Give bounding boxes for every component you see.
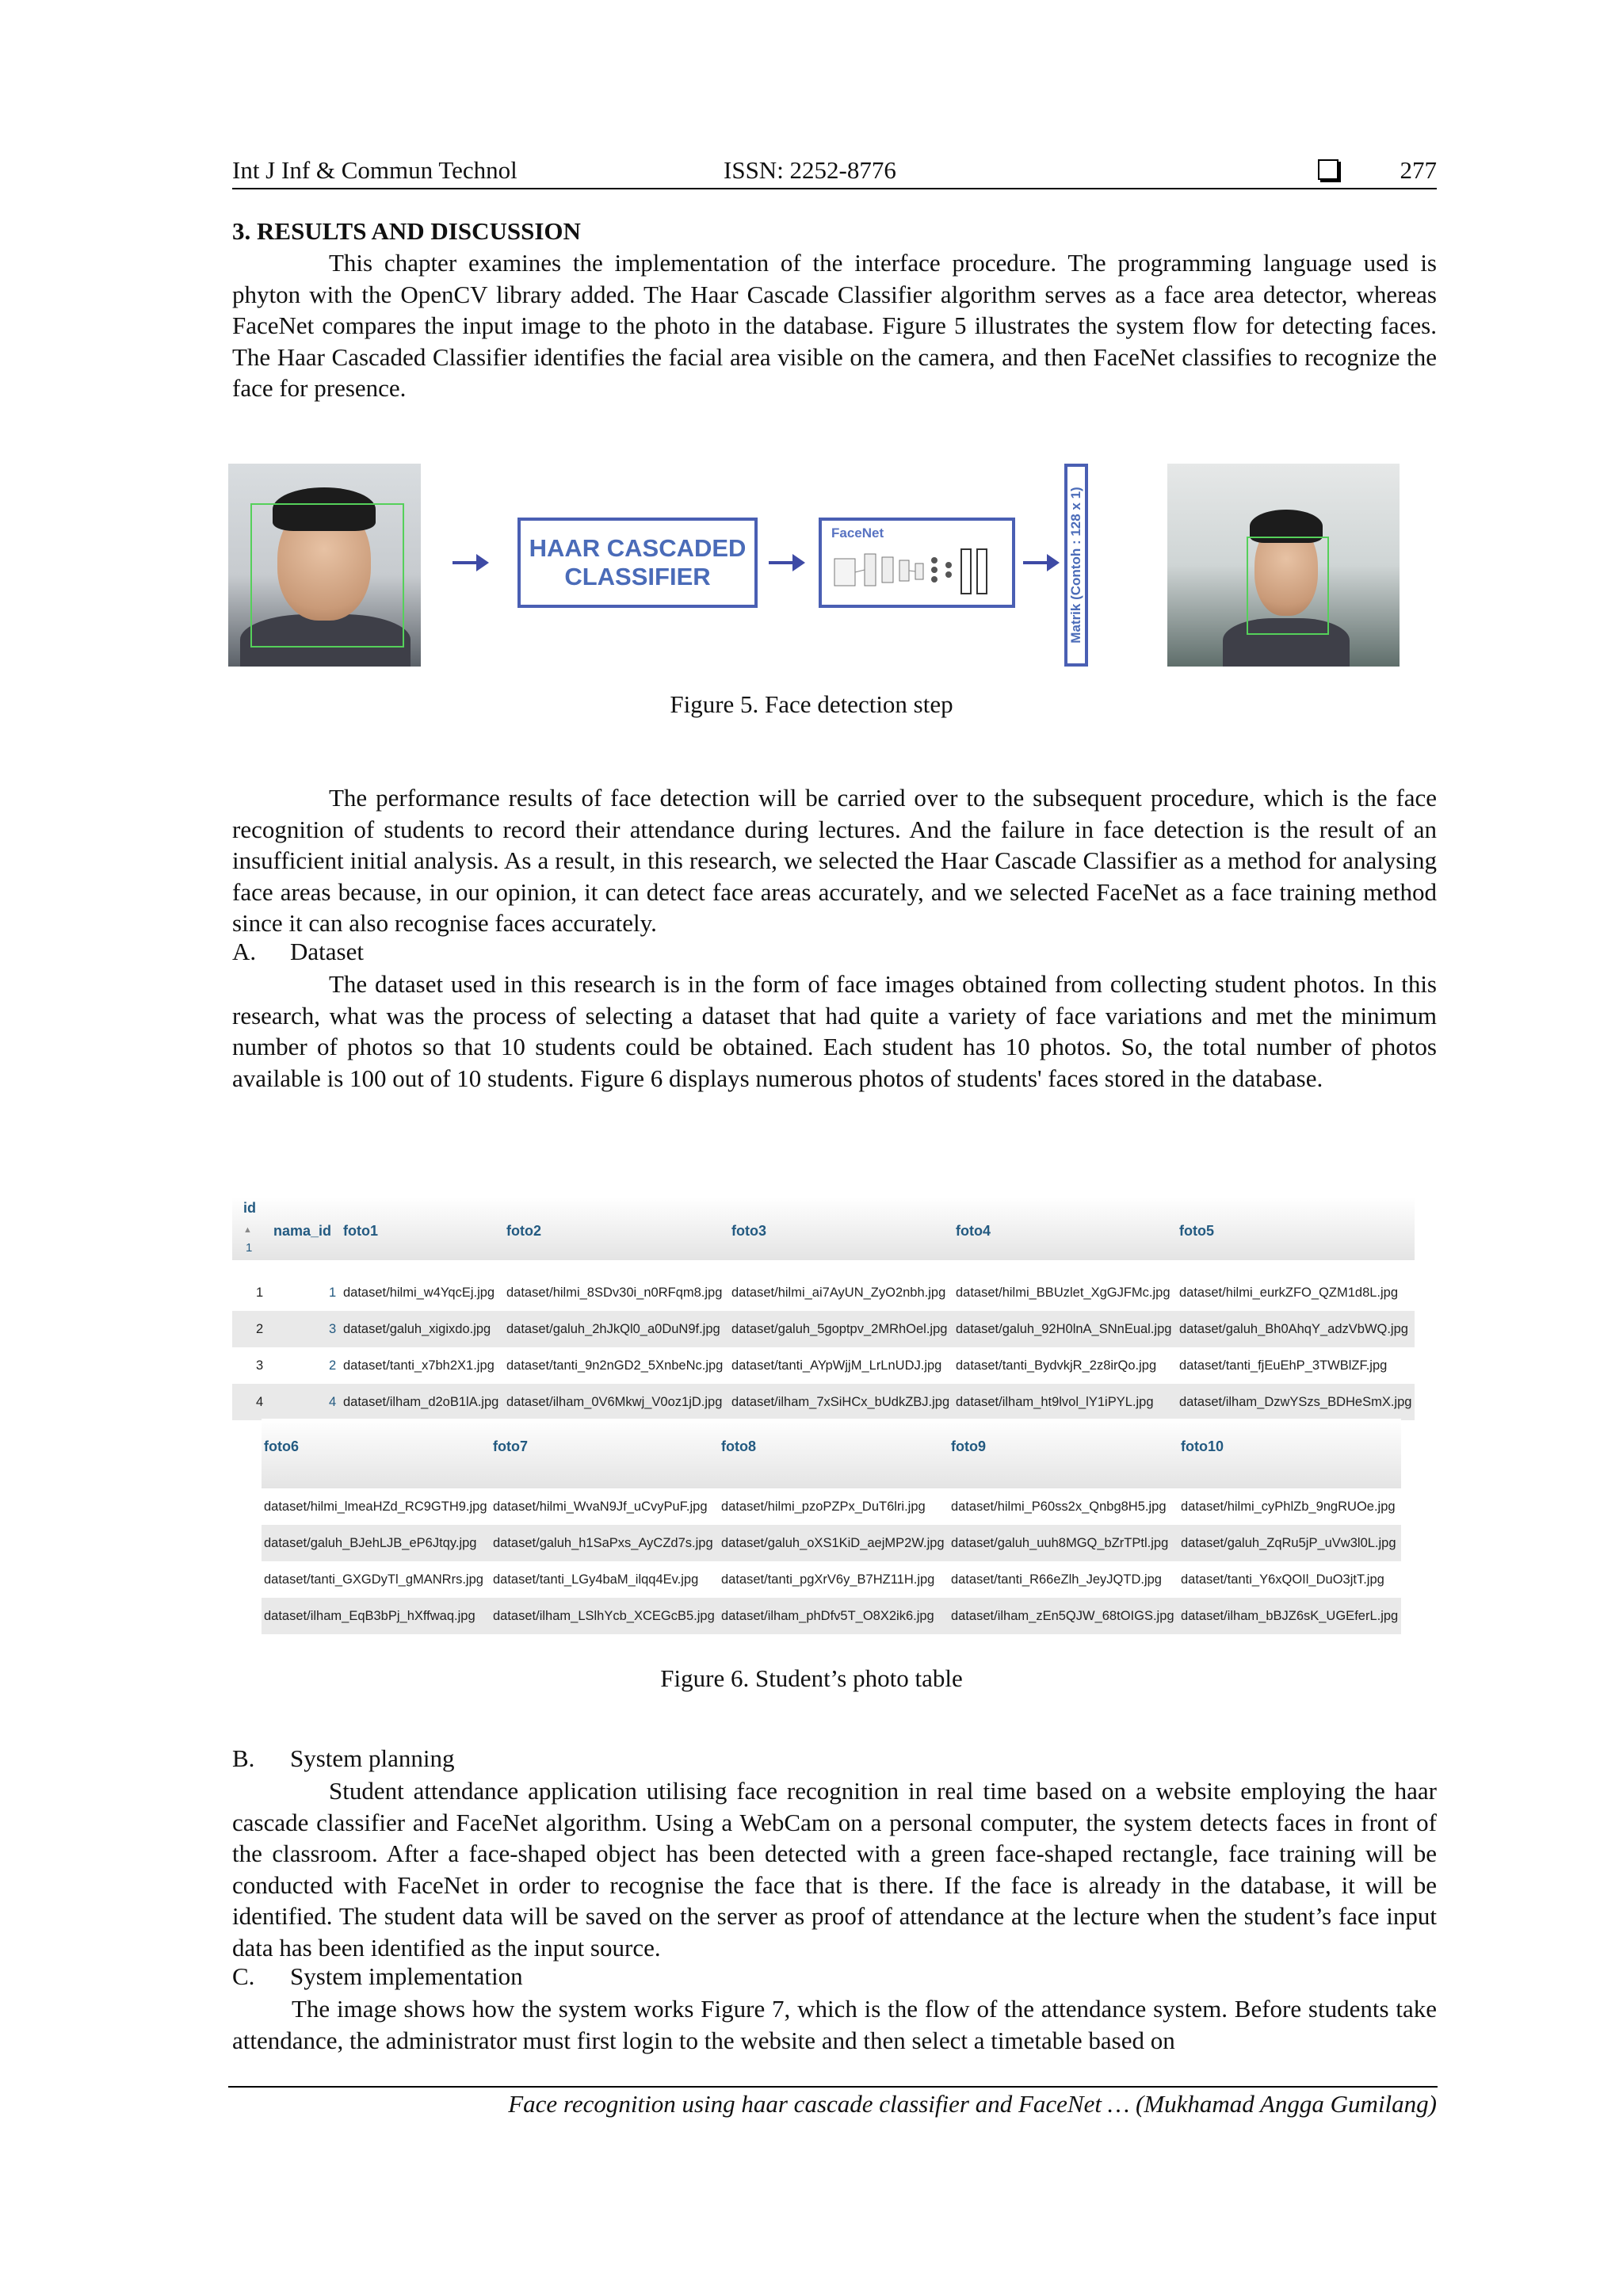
figure-5 [228,464,1401,667]
col-header-foto2[interactable]: foto2 [506,1223,541,1239]
haar-label-line2: CLASSIFIER [564,563,711,590]
cell-foto6: dataset/tanti_GXGDyTl_gMANRrs.jpg [264,1572,483,1587]
table-row [232,1384,1415,1420]
footer-rule [228,2086,1438,2088]
cell-foto3: dataset/tanti_AYpWjjM_LrLnUDJ.jpg [731,1358,942,1373]
subsection-letter: C. [232,1962,255,1990]
cell-foto10: dataset/tanti_Y6xQOIl_DuO3jtT.jpg [1181,1572,1384,1587]
issn: ISSN: 2252-8776 [724,156,896,184]
section-heading: 3. RESULTS AND DISCUSSION [232,217,581,245]
running-footer: Face recognition using haar cascade classifier and FaceNet … (Mukhamad Angga Gumilang) [508,2090,1437,2118]
face-detection-box [250,503,404,648]
subsection-b-heading [232,1744,455,1773]
col-header-foto8[interactable]: foto8 [721,1438,756,1454]
cell-nama-id: 4 [329,1395,337,1409]
table-row [232,1311,1415,1347]
cell-foto8: dataset/galuh_oXS1KiD_aejMP2W.jpg [721,1536,945,1550]
cell-id: 4 [256,1395,264,1409]
subsection-letter: A. [232,938,257,965]
cell-foto10: dataset/ilham_bBJZ6sK_UGEferL.jpg [1181,1609,1399,1623]
cell-foto3: dataset/galuh_5goptpv_2MRhOel.jpg [731,1322,948,1336]
col-header-foto9[interactable]: foto9 [951,1438,986,1454]
arrow-right-icon [1023,561,1055,564]
cell-foto6: dataset/ilham_EqB3bPj_hXffwaq.jpg [264,1609,475,1623]
implementation-paragraph: The image shows how the system works Figure 7, which is the flow of the attendance system. Before students take attendance, the administrator must first login to the website and then select a timetable based on [232,1995,1437,2054]
dataset-paragraph: The dataset used in this research is in the form of face images obtained from collecting student photos. In this research, what was the process of selecting a dataset that had quite a variety of face variations and met the minimum number of photos so that 10 students could be obtained. Each student has 10 photos. So, the total number of photos available is 100 out of 10 students. Figure 6 displays numerous photos of students' faces stored in the database. [232,970,1437,1092]
performance-paragraph: The performance results of face detection will be carried over to the subsequent procedure, which is the face recognition of students to record their attendance during lectures. And the failure in face detection is the result of an insufficient initial analysis. As a result, in this research, we selected the Haar Cascade Classifier as a method for analysing face areas because, in our opinion, it can detect face areas accurately, and we selected FaceNet as a face training method since it can also recognise faces accurately. [232,784,1437,937]
cell-foto2: dataset/tanti_9n2nGD2_5XnbeNc.jpg [506,1358,724,1373]
table-row [232,1347,1415,1384]
arrow-right-icon [769,561,800,564]
cell-foto1: dataset/ilham_d2oB1lA.jpg [343,1395,499,1409]
haar-classifier-box [517,518,758,608]
planning-paragraph: Student attendance application utilising face recognition in real time based on a website employing the haar cascade classifier and FaceNet algorithm. Using a WebCam on a personal computer, the system detects faces in front of the classroom. After a face-shaped object has been detected with a green face-shaped rectangle, face training will be conducted with FaceNet in order to recognise the face that is there. If the face is already in the database, it will be identified. The student data will be saved on the server as proof of attendance at the lecture when the student’s face input data has been identified as the input source. [232,1777,1437,1962]
col-header-foto1[interactable]: foto1 [343,1223,378,1239]
subsection-title: Dataset [290,938,364,965]
subsection-c-heading [232,1962,523,1991]
cell-foto10: dataset/galuh_ZqRu5jP_uVw3l0L.jpg [1181,1536,1396,1550]
cell-foto1: dataset/galuh_xigixdo.jpg [343,1322,491,1336]
cell-foto5: dataset/hilmi_eurkZFO_QZM1d8L.jpg [1179,1286,1399,1300]
col-header-foto3[interactable]: foto3 [731,1223,766,1239]
cell-foto5: dataset/galuh_Bh0AhqY_adzVbWQ.jpg [1179,1322,1408,1336]
haar-label-line1: HAAR CASCADED [529,534,747,562]
matrix-label: Matrik (Contoh : 128 x 1) [1068,487,1083,644]
col-header-foto7[interactable]: foto7 [493,1438,528,1454]
photo-table-1 [232,1197,1415,1407]
arrow-right-icon [453,561,484,564]
cell-foto9: dataset/tanti_R66eZlh_JeyJQTD.jpg [951,1572,1162,1587]
figure-6-caption: Figure 6. Student’s photo table [660,1664,963,1692]
running-header [232,155,1437,189]
col-header-foto10[interactable]: foto10 [1181,1438,1224,1454]
table-row [232,1274,1415,1311]
cell-foto8: dataset/tanti_pgXrV6y_B7HZ11H.jpg [721,1572,935,1587]
page-number: 277 [1400,156,1437,184]
subsection-letter: B. [232,1744,255,1772]
cell-foto7: dataset/ilham_LSlhYcb_XCEGcB5.jpg [493,1609,715,1623]
cell-nama-id: 2 [329,1358,337,1373]
cell-foto2: dataset/hilmi_8SDv30i_n0RFqm8.jpg [506,1286,723,1300]
intro-paragraph: This chapter examines the implementation of the interface procedure. The programming language used is phyton with the OpenCV library added. The Haar Cascade Classifier algorithm serves as a face area detector, whereas FaceNet compares the input image to the photo in the database. Figure 5 illustrates the system flow for detecting faces. The Haar Cascaded Classifier identifies the facial area visible on the camera, and then FaceNet classifies to recognize the face for presence. [232,249,1437,402]
photo-table-2 [262,1419,1401,1633]
sort-arrow-icon[interactable]: ▲ [243,1225,252,1235]
webcam-photo-right [1167,464,1400,667]
col-header-id[interactable]: id [243,1200,256,1216]
figure-5-caption: Figure 5. Face detection step [670,690,953,718]
cell-foto8: dataset/hilmi_pzoPZPx_DuT6lri.jpg [721,1499,926,1514]
cell-foto4: dataset/hilmi_BBUzlet_XgGJFMc.jpg [956,1286,1170,1300]
cell-foto9: dataset/galuh_uuh8MGQ_bZrTPtl.jpg [951,1536,1169,1550]
cell-id: 2 [256,1322,264,1336]
cell-foto5: dataset/tanti_fjEuEhP_3TWBlZF.jpg [1179,1358,1388,1373]
table-row [262,1561,1401,1598]
col-header-one: 1 [246,1241,253,1255]
table-row [262,1525,1401,1561]
cell-foto3: dataset/hilmi_ai7AyUN_ZyO2nbh.jpg [731,1286,946,1300]
cell-id: 3 [256,1358,264,1373]
cell-foto2: dataset/galuh_2hJkQl0_a0DuN9f.jpg [506,1322,720,1336]
cell-foto4: dataset/tanti_BydvkjR_2z8irQo.jpg [956,1358,1157,1373]
cell-foto9: dataset/ilham_zEn5QJW_68tOIGS.jpg [951,1609,1174,1623]
cell-foto7: dataset/hilmi_WvaN9Jf_uCvyPuF.jpg [493,1499,708,1514]
cell-foto7: dataset/galuh_h1SaPxs_AyCZd7s.jpg [493,1536,713,1550]
checkbox-square-icon [1318,159,1338,180]
cell-foto3: dataset/ilham_7xSiHCx_bUdkZBJ.jpg [731,1395,950,1409]
cell-foto4: dataset/galuh_92H0lnA_SNnEual.jpg [956,1322,1172,1336]
facenet-label: FaceNet [831,525,884,541]
cell-foto8: dataset/ilham_phDfv5T_O8X2ik6.jpg [721,1609,934,1623]
cell-foto10: dataset/hilmi_cyPhlZb_9ngRUOe.jpg [1181,1499,1396,1514]
cell-foto2: dataset/ilham_0V6Mkwj_V0oz1jD.jpg [506,1395,723,1409]
webcam-photo-left [228,464,421,667]
cell-nama-id: 1 [329,1286,337,1300]
cell-foto5: dataset/ilham_DzwYSzs_BDHeSmX.jpg [1179,1395,1412,1409]
subsection-a-heading [232,938,364,966]
cell-foto1: dataset/tanti_x7bh2X1.jpg [343,1358,495,1373]
face-detection-box [1247,537,1329,635]
journal-name: Int J Inf & Commun Technol [232,156,517,184]
col-header-foto6[interactable]: foto6 [264,1438,299,1454]
subsection-title: System planning [290,1744,455,1772]
cell-nama-id: 3 [329,1322,337,1336]
facenet-diagram [819,518,1015,608]
cell-id: 1 [256,1286,264,1300]
table-row [262,1488,1401,1525]
col-header-nama-id[interactable]: nama_id [273,1223,332,1239]
cell-foto9: dataset/hilmi_P60ss2x_Qnbg8H5.jpg [951,1499,1167,1514]
matrix-box [1064,464,1088,667]
cell-foto6: dataset/galuh_BJehLJB_eP6Jtqy.jpg [264,1536,477,1550]
cell-foto6: dataset/hilmi_lmeaHZd_RC9GTH9.jpg [264,1499,487,1514]
cell-foto7: dataset/tanti_LGy4baM_ilqq4Ev.jpg [493,1572,699,1587]
cell-foto4: dataset/ilham_ht9lvol_lY1iPYL.jpg [956,1395,1154,1409]
table-row [262,1598,1401,1634]
col-header-foto5[interactable]: foto5 [1179,1223,1214,1239]
cell-foto1: dataset/hilmi_w4YqcEj.jpg [343,1286,495,1300]
col-header-foto4[interactable]: foto4 [956,1223,991,1239]
subsection-title: System implementation [290,1962,523,1990]
cnn-architecture-icon [830,541,1004,602]
